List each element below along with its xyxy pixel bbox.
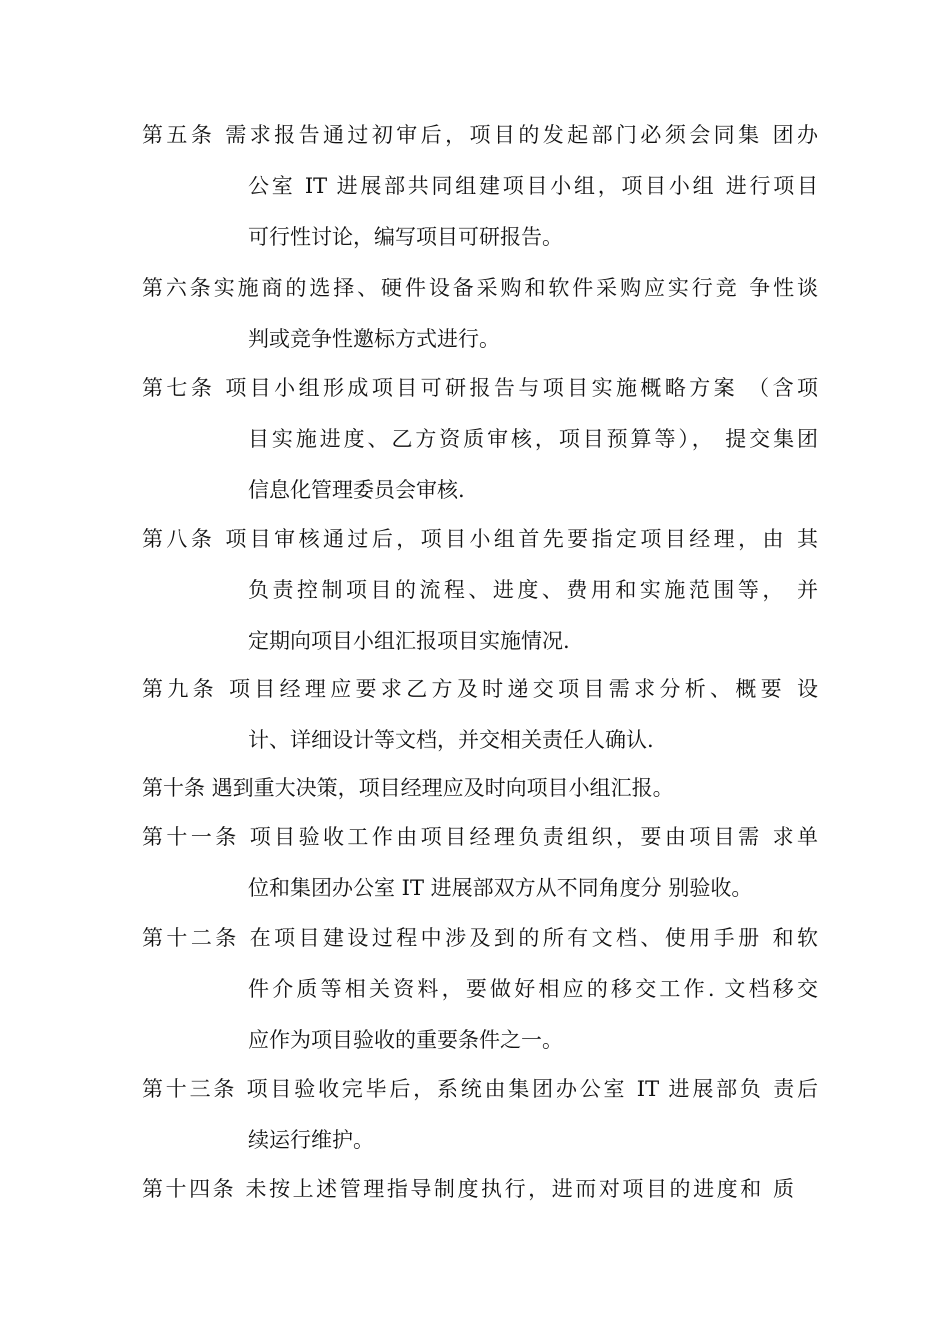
article-11-line-1: 第十一条 项目验收工作由项目经理负责组织，要由项目需 求单 bbox=[142, 825, 818, 849]
article-5-line-2: 公室 IT 进展部共同组建项目小组，项目小组 进行项目 bbox=[248, 174, 818, 198]
article-9-line-1: 第九条 项目经理应要求乙方及时递交项目需求分析、概要 设 bbox=[142, 677, 818, 701]
article-10 bbox=[142, 773, 822, 803]
article-6-line-1: 第六条实施商的选择、硬件设备采购和软件采购应实行竞 争性谈 bbox=[142, 276, 818, 300]
article-12-line-1: 第十二条 在项目建设过程中涉及到的所有文档、使用手册 和软 bbox=[142, 926, 818, 950]
article-14 bbox=[142, 1174, 822, 1204]
article-7-line-3: 信息化管理委员会审核. bbox=[248, 478, 465, 502]
article-7 bbox=[142, 373, 822, 505]
article-5-line-3: 可行性讨论，编写项目可研报告。 bbox=[248, 225, 563, 249]
article-9-line-2: 计、详细设计等文档，并交相关责任人确认. bbox=[248, 728, 654, 752]
article-5-line-1: 第五条 需求报告通过初审后，项目的发起部门必须会同集 团办 bbox=[142, 123, 818, 147]
article-8 bbox=[142, 524, 822, 656]
article-8-line-3: 定期向项目小组汇报项目实施情况. bbox=[248, 629, 570, 653]
article-7-line-2: 目实施进度、乙方资质审核，项目预算等）， 提交集团 bbox=[248, 427, 818, 451]
article-9 bbox=[142, 674, 822, 755]
article-7-line-1: 第七条 项目小组形成项目可研报告与项目实施概略方案 （含项 bbox=[142, 376, 818, 400]
article-13-line-2: 续运行维护。 bbox=[248, 1128, 374, 1152]
article-12 bbox=[142, 923, 822, 1055]
article-8-line-2: 负责控制项目的流程、进度、费用和实施范围等， 并 bbox=[248, 578, 818, 602]
article-12-line-3: 应作为项目验收的重要条件之一。 bbox=[248, 1028, 563, 1052]
article-11-line-2: 位和集团办公室 IT 进展部双方从不同角度分 别验收。 bbox=[248, 876, 753, 900]
article-14-line-1: 第十四条 未按上述管理指导制度执行，进而对项目的进度和 质 bbox=[142, 1177, 794, 1201]
article-5 bbox=[142, 120, 822, 252]
article-13-line-1: 第十三条 项目验收完毕后，系统由集团办公室 IT 进展部负 责后 bbox=[142, 1077, 818, 1101]
article-8-line-1: 第八条 项目审核通过后，项目小组首先要指定项目经理，由 其 bbox=[142, 527, 818, 551]
article-12-line-2: 件介质等相关资料，要做好相应的移交工作. 文档移交 bbox=[248, 977, 818, 1001]
article-11 bbox=[142, 822, 822, 903]
article-13 bbox=[142, 1074, 822, 1155]
article-10-line-1: 第十条 遇到重大决策，项目经理应及时向项目小组汇报。 bbox=[142, 776, 674, 800]
article-6-line-2: 判或竞争性邀标方式进行。 bbox=[248, 327, 500, 351]
article-6 bbox=[142, 273, 822, 354]
